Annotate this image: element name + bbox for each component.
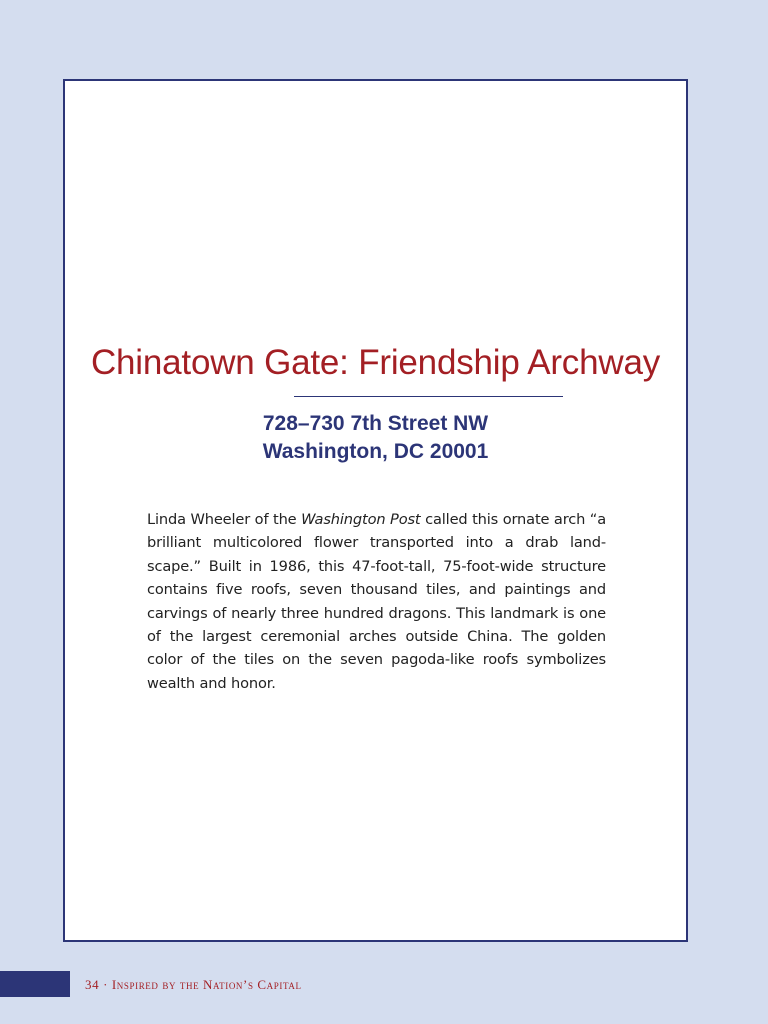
body-rest: called this ornate arch “a brilliant multicolored flower transported into a drab land-scape.” Built in 1986, this 47-foot-tall, 75-foot-wide structure contains five roofs, seven thousand tiles, and paintings and carvings of nearly three hundred dragons. This landmark is one of the largest ceremonial arches outside China. The golden color of the tiles on the seven pagoda-like roofs symbolizes wealth and honor.: [147, 511, 607, 692]
body-paragraph: [147, 508, 606, 695]
address-street: 728–730 7th Street NW: [262, 412, 489, 435]
page-number: 34: [85, 977, 100, 992]
address-block: [65, 410, 686, 466]
body-intro: Linda Wheeler of the: [147, 511, 302, 528]
footer-bar: [0, 971, 70, 997]
publication-name: Washington Post: [301, 511, 421, 528]
page-title: Chinatown Gate: Friendship Archway: [90, 343, 661, 382]
title-underline: [294, 396, 563, 397]
running-footer: [85, 977, 302, 993]
book-title: Inspired by the Nation’s Capital: [111, 977, 302, 992]
address-city: Washington, DC 20001: [262, 440, 489, 463]
footer-separator: ·: [103, 977, 108, 992]
